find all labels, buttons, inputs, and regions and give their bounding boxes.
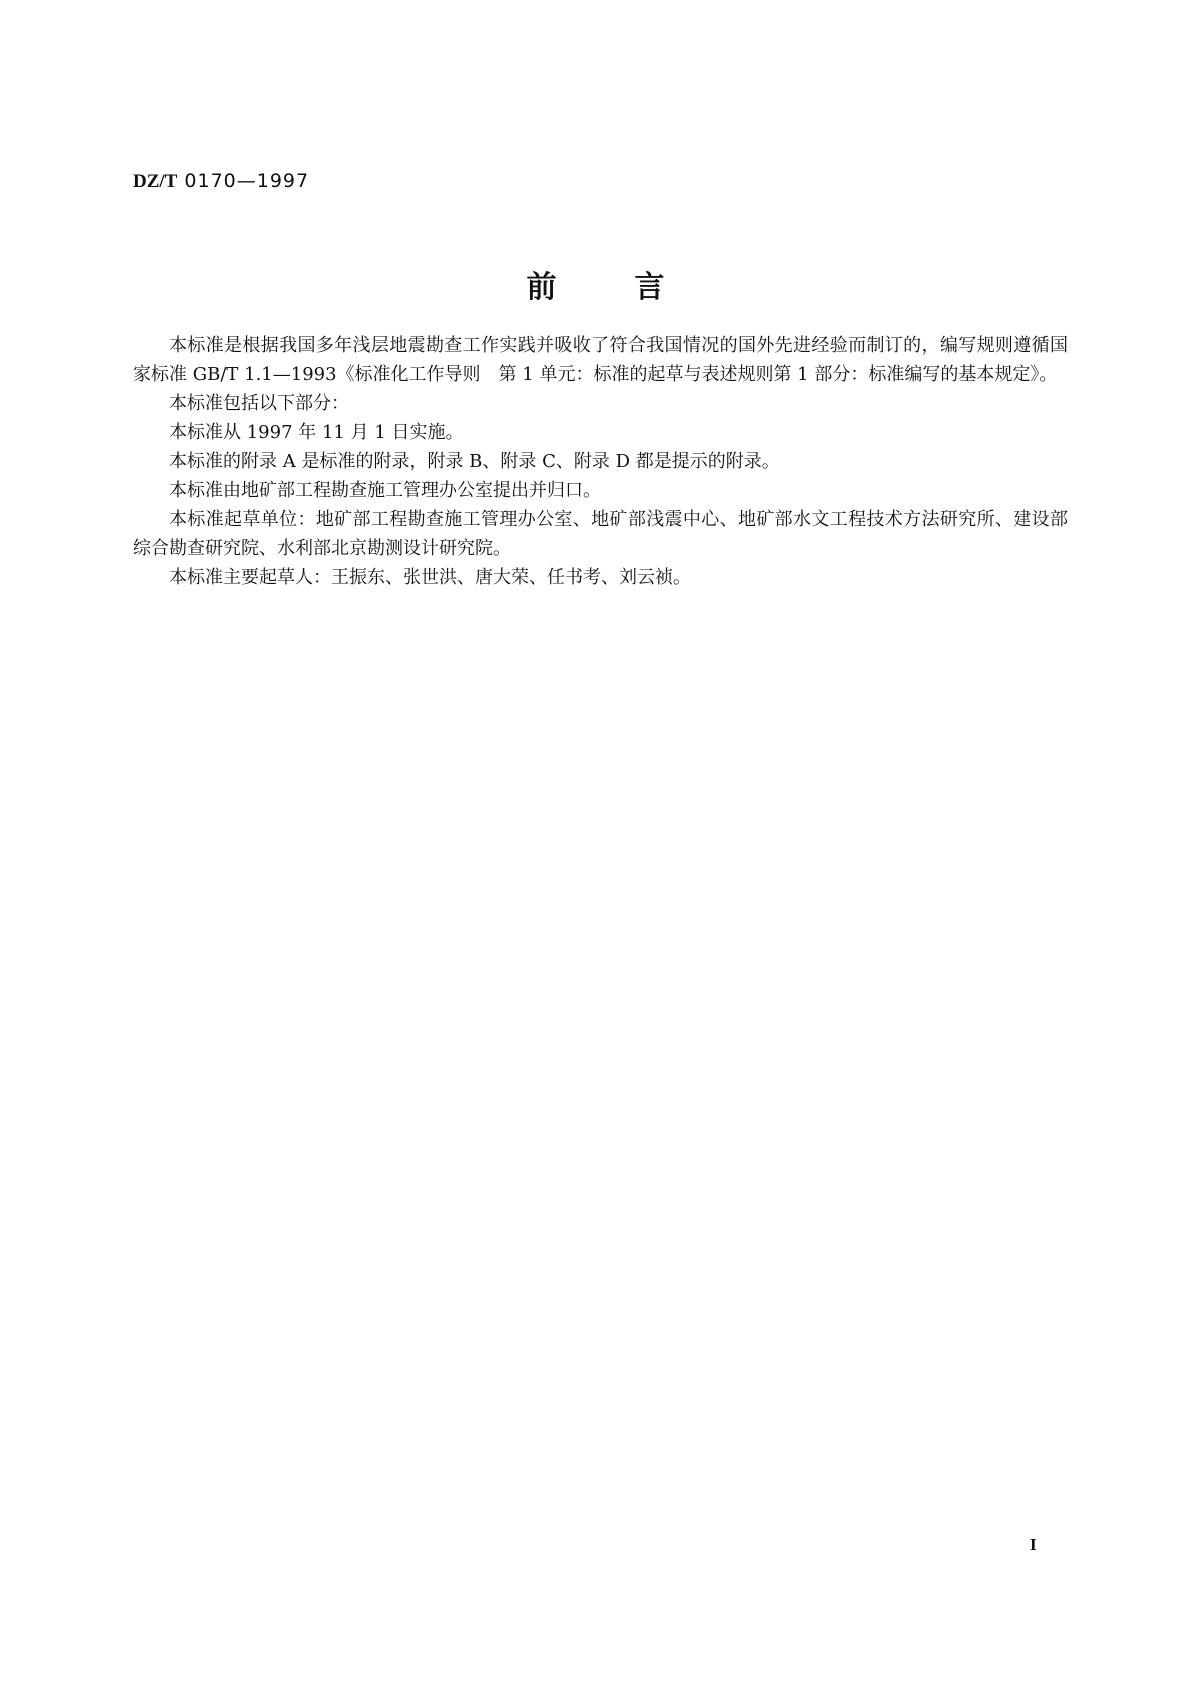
standard-code <box>133 170 309 193</box>
standard-code-prefix: DZ/T <box>133 171 178 192</box>
page-title: 前言 <box>526 270 743 305</box>
paragraph-parts: 本标准包括以下部分： <box>169 393 349 414</box>
paragraph-effective-date: 本标准从 1997 年 11 月 1 日实施。 <box>169 422 464 443</box>
paragraph-drafting-units: 本标准起草单位：地矿部工程勘查施工管理办公室、地矿部浅震中心、地矿部水文工程技术方法研究所、建设部综合勘查研究院、水利部北京勘测设计研究院。 <box>133 509 1068 559</box>
paragraph-appendices: 本标准的附录 A 是标准的附录，附录 B、附录 C、附录 D 都是提示的附录。 <box>169 451 780 472</box>
foreword-body <box>133 331 1068 592</box>
paragraph-basis: 本标准是根据我国多年浅层地震勘查工作实践并吸收了符合我国情况的国外先进经验而制订的，编写规则遵循国家标准 GB/T 1.1—1993《标准化工作导则 第 1 单元：标准的起草与表述规则第 1 部分：标准编写的基本规定》。 <box>133 335 1068 385</box>
standard-code-number: 0170—1997 <box>184 170 310 192</box>
paragraph-drafters: 本标准主要起草人：王振东、张世洪、唐大荣、任书考、刘云祯。 <box>169 567 691 588</box>
page-number: I <box>1030 1535 1037 1554</box>
paragraph-proposer: 本标准由地矿部工程勘查施工管理办公室提出并归口。 <box>169 480 601 501</box>
